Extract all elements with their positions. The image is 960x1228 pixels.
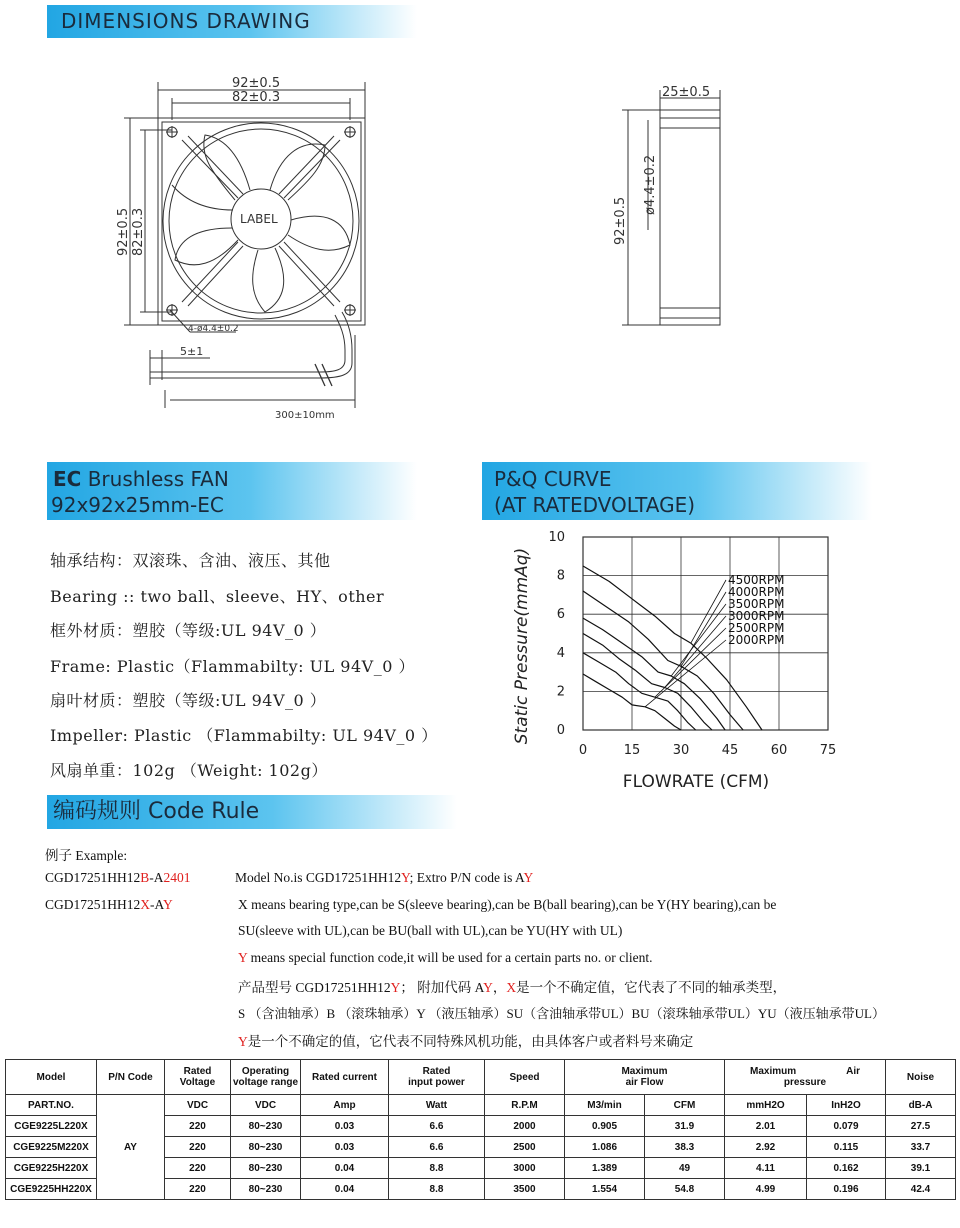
lead-length-label: 300±10mm: [275, 410, 335, 421]
pq-chart: [500, 525, 860, 795]
pq-x-tick-label: 75: [819, 743, 837, 758]
cell-noise: 42.4: [886, 1179, 956, 1200]
unit-rpm: R.P.M: [485, 1095, 565, 1116]
pq-ylabel: Static Pressure(mmAq): [512, 547, 532, 745]
line1-part-b: Y: [401, 870, 410, 885]
th-model: Model: [6, 1060, 97, 1095]
cell-mmh2o: 2.01: [725, 1116, 807, 1137]
pq-legend-label: 3500RPM: [728, 597, 785, 611]
code-rule-header: [47, 795, 457, 829]
cell-power: 8.8: [389, 1158, 485, 1179]
pq-legend-leader: [645, 640, 726, 707]
pq-y-tick-label: 0: [556, 723, 565, 738]
pq-legend-label: 4000RPM: [728, 585, 785, 599]
pq-x-tick-label: 15: [623, 743, 641, 758]
strip-label: 5±1: [180, 345, 204, 358]
pq-plot-frame: [583, 537, 828, 730]
line4-part-a: Y: [238, 950, 248, 965]
code2-part-b: X: [140, 897, 151, 912]
example-line-2: X means bearing type,can be S(sleeve bearing),can be B(ball bearing),can be Y(HY bearing),can be: [238, 897, 777, 912]
spec-line-3: 框外材质：塑胶（等级:UL 94V_0 ）: [50, 621, 327, 640]
pq-legend-leader: [671, 604, 726, 676]
cell-speed: 3000: [485, 1158, 565, 1179]
cell-m3min: 0.905: [565, 1116, 645, 1137]
spec-line-6: Impeller: Plastic （Flammabilty: UL 94V_0 ）: [50, 726, 438, 745]
dimensions-header: [47, 5, 417, 38]
unit-watt: Watt: [389, 1095, 485, 1116]
pq-y-tick-label: 10: [548, 530, 565, 545]
line1-part-d: Y: [523, 870, 534, 885]
cell-voltage: 220: [165, 1137, 231, 1158]
cell-model: CGE9225HH220X: [6, 1179, 97, 1200]
th-rated-voltage: Rated Voltage: [165, 1060, 231, 1095]
side-hole-label: ø4.4±0.2: [643, 154, 658, 215]
spec-line-4: Frame: Plastic（Flammabilty: UL 94V_0 ）: [50, 657, 415, 676]
unit-mmh2o: mmH2O: [725, 1095, 807, 1116]
th-pressure: Maximum Air pressure: [725, 1060, 886, 1095]
example-line-4: [238, 950, 653, 966]
pq-x-tick-label: 30: [672, 743, 690, 758]
height-outer-label: 92±0.5: [116, 207, 131, 256]
code2-part-d: Y: [163, 897, 173, 912]
cell-cfm: 54.8: [645, 1179, 725, 1200]
pq-y-tick-label: 6: [556, 607, 565, 623]
line7-part-b: 是一个不确定的值，它代表不同特殊风机功能，由具体客户或者料号来确定: [247, 1034, 694, 1049]
fan-header: [47, 462, 417, 520]
pq-legend-leader: [665, 616, 726, 688]
height-inner-label: 82±0.3: [131, 207, 146, 256]
pq-title-line1: P&Q CURVE: [494, 467, 612, 491]
front-view-drawing: [110, 60, 390, 430]
cell-range: 80~230: [231, 1158, 301, 1179]
fan-title: [47, 462, 417, 492]
dimensions-title: DIMENSIONS DRAWING: [61, 9, 311, 33]
line5-part-e: ，: [492, 980, 507, 995]
example-code-1: [45, 870, 191, 886]
cell-range: 80~230: [231, 1179, 301, 1200]
cell-mmh2o: 4.11: [725, 1158, 807, 1179]
table-header-row: [6, 1060, 956, 1095]
pn-code-cell: AY: [97, 1095, 165, 1200]
cell-range: 80~230: [231, 1116, 301, 1137]
cell-m3min: 1.389: [565, 1158, 645, 1179]
holes-label: 4-ø4.4±0.2: [188, 324, 239, 334]
example-line-1: [235, 870, 533, 886]
pq-legend: [645, 573, 784, 707]
fan-subtitle: 92x92x25mm-EC: [51, 493, 224, 517]
cell-mmh2o: 2.92: [725, 1137, 807, 1158]
cell-power: 6.6: [389, 1116, 485, 1137]
pq-xlabel: FLOWRATE (CFM): [622, 772, 770, 792]
cell-current: 0.03: [301, 1137, 389, 1158]
spec-line-7: 风扇单重：102g （Weight: 102g）: [50, 761, 328, 780]
fan-title-rest: Brushless FAN: [81, 467, 229, 491]
unit-dba: dB-A: [886, 1095, 956, 1116]
pq-x-tick-label: 0: [578, 743, 588, 758]
side-height-label: 92±0.5: [613, 196, 628, 245]
cell-inh2o: 0.079: [807, 1116, 886, 1137]
cell-voltage: 220: [165, 1179, 231, 1200]
side-view-drawing: [600, 80, 740, 340]
side-depth-label: 25±0.5: [662, 85, 711, 100]
code2-part-a: CGD17251HH12: [45, 897, 141, 912]
line1-part-c: ; Extro P/N code is A: [409, 870, 524, 885]
unit-m3min: M3/min: [565, 1095, 645, 1116]
cell-model: CGE9225L220X: [6, 1116, 97, 1137]
cell-inh2o: 0.196: [807, 1179, 886, 1200]
code1-part-b: B: [140, 870, 150, 885]
example-line-7: [238, 1030, 693, 1050]
line5-part-a: 产品型号 CGD17251HH12: [238, 980, 391, 995]
pq-y-tick-label: 2: [556, 684, 565, 700]
width-inner-label: 82±0.3: [232, 90, 281, 105]
cell-noise: 27.5: [886, 1116, 956, 1137]
pq-legend-leader: [655, 628, 726, 697]
pq-x-tick-label: 45: [721, 743, 739, 758]
pq-legend-label: 2000RPM: [728, 633, 785, 647]
line1-part-a: Model No.is CGD17251HH12: [235, 870, 402, 885]
line4-part-b: means special function code,it will be used for a certain parts no. or client.: [247, 950, 653, 965]
spec-line-5: 扇叶材质：塑胶（等级:UL 94V_0 ）: [50, 691, 327, 710]
unit-vdc: VDC: [165, 1095, 231, 1116]
pq-series-line: [583, 618, 725, 730]
th-noise: Noise: [886, 1060, 956, 1095]
cell-cfm: 31.9: [645, 1116, 725, 1137]
code2-part-c: -A: [150, 897, 164, 912]
cell-voltage: 220: [165, 1158, 231, 1179]
pq-y-tick-label: 8: [556, 568, 565, 584]
cell-inh2o: 0.115: [807, 1137, 886, 1158]
unit-inh2o: InH2O: [807, 1095, 886, 1116]
pq-title-line2: (AT RATEDVOLTAGE): [494, 493, 696, 517]
pq-header: [482, 462, 872, 520]
cell-power: 8.8: [389, 1179, 485, 1200]
line7-part-a: Y: [238, 1034, 248, 1049]
cell-m3min: 1.086: [565, 1137, 645, 1158]
example-line-5: [238, 976, 786, 996]
pq-legend-label: 4500RPM: [728, 573, 785, 587]
unit-part-no: PART.NO.: [6, 1095, 97, 1116]
pq-legend-label: 3000RPM: [728, 609, 785, 623]
line5-part-f: X: [506, 980, 517, 995]
line5-part-b: Y: [390, 980, 401, 995]
code1-part-d: 2401: [163, 870, 191, 885]
unit-amp: Amp: [301, 1095, 389, 1116]
pq-legend-label: 2500RPM: [728, 621, 785, 635]
code1-part-c: -A: [149, 870, 164, 885]
cell-current: 0.04: [301, 1158, 389, 1179]
pq-grid: [583, 537, 828, 730]
cell-cfm: 49: [645, 1158, 725, 1179]
fan-title-ec: EC: [53, 467, 82, 491]
cell-speed: 2000: [485, 1116, 565, 1137]
cell-power: 6.6: [389, 1137, 485, 1158]
spec-line-1: 轴承结构：双滚珠、含油、液压、其他: [50, 551, 331, 570]
cell-current: 0.03: [301, 1116, 389, 1137]
cell-noise: 39.1: [886, 1158, 956, 1179]
spec-line-2: Bearing :: two ball、sleeve、HY、other: [50, 587, 385, 606]
cell-inh2o: 0.162: [807, 1158, 886, 1179]
example-line-6: S （含油轴承）B （滚珠轴承）Y （液压轴承）SU（含油轴承带UL）BU（滚珠轴承带UL）YU（液压轴承带UL）: [238, 1006, 885, 1021]
th-rated-power: Rated input power: [389, 1060, 485, 1095]
cell-cfm: 38.3: [645, 1137, 725, 1158]
cell-speed: 2500: [485, 1137, 565, 1158]
cell-voltage: 220: [165, 1116, 231, 1137]
example-line-3: SU(sleeve with UL),can be BU(ball with UL),can be YU(HY with UL): [238, 923, 623, 938]
unit-vdc-range: VDC: [231, 1095, 301, 1116]
cell-mmh2o: 4.99: [725, 1179, 807, 1200]
cell-model: CGE9225M220X: [6, 1137, 97, 1158]
cell-m3min: 1.554: [565, 1179, 645, 1200]
example-code-2: [45, 897, 173, 913]
cell-noise: 33.7: [886, 1137, 956, 1158]
cell-speed: 3500: [485, 1179, 565, 1200]
line5-part-c: ； 附加代码 A: [400, 980, 484, 995]
cell-model: CGE9225H220X: [6, 1158, 97, 1179]
code-rule-title: 编码规则 Code Rule: [53, 799, 260, 824]
example-heading: 例子 Example:: [45, 848, 128, 863]
table-units-row: [6, 1095, 956, 1116]
th-pn-code: P/N Code: [97, 1060, 165, 1095]
th-operating-range: Operating voltage range: [231, 1060, 301, 1095]
th-speed: Speed: [485, 1060, 565, 1095]
spec-table: [5, 1059, 956, 1200]
cell-range: 80~230: [231, 1137, 301, 1158]
pq-y-tick-label: 4: [556, 645, 565, 661]
pq-series-line: [583, 591, 743, 730]
th-airflow: Maximum air Flow: [565, 1060, 725, 1095]
pq-x-tick-label: 60: [770, 743, 788, 758]
unit-cfm: CFM: [645, 1095, 725, 1116]
cell-current: 0.04: [301, 1179, 389, 1200]
th-rated-current: Rated current: [301, 1060, 389, 1095]
code1-part-a: CGD17251HH12: [45, 870, 141, 885]
width-outer-label: 92±0.5: [232, 76, 281, 91]
line5-part-g: 是一个不确定值，它代表了不同的轴承类型，: [516, 980, 787, 995]
label-text: LABEL: [240, 212, 278, 226]
line5-part-d: Y: [483, 980, 493, 995]
